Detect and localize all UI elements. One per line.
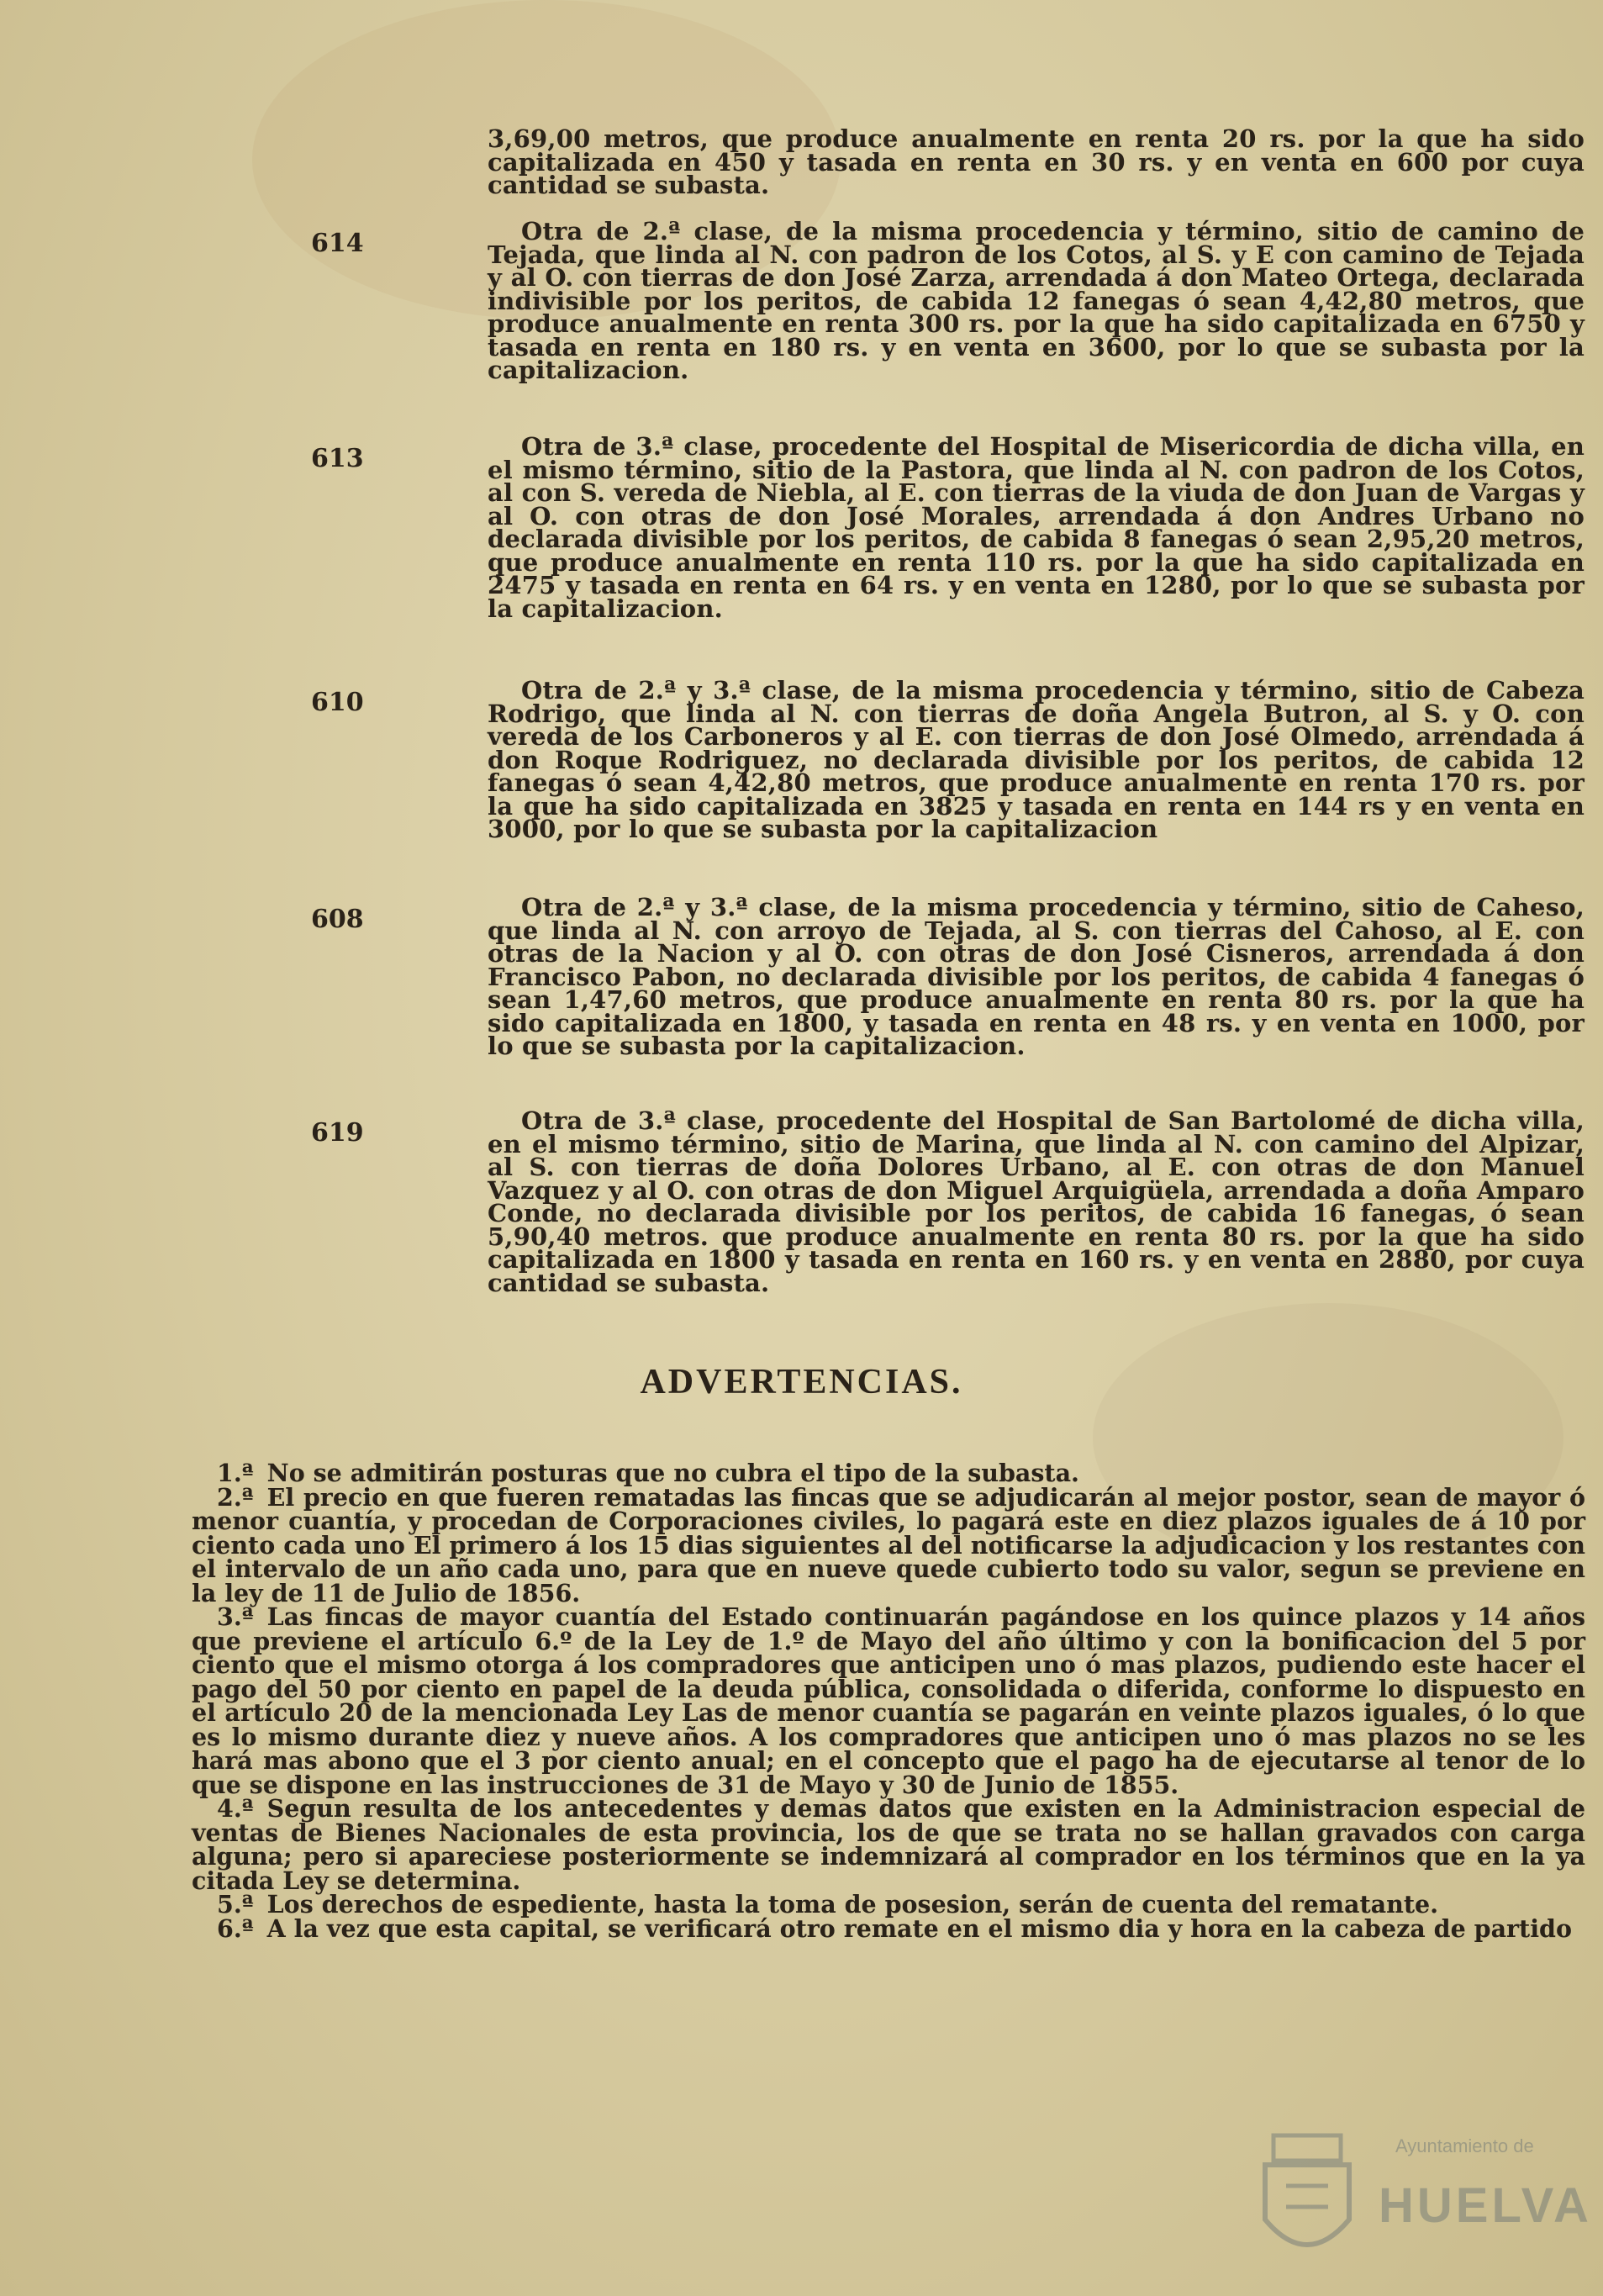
note-text: El precio en que fueren rematadas las fincas que se adjudicarán al mejor postor, sean de mayor ó menor cuantía, y procedan de Corporaciones civiles, lo pagará este en diez plazos iguales de á 10 por ciento cada uno El primero á los 15 dias siguientes al del notificarse la adjudicacion y los restantes con el intervalo de un año cada uno, para que en nueve quede cubierto todo su valor, segun se previene en la ley de 11 de Julio de 1856. — [192, 1482, 1585, 1607]
note-text: No se admitirán posturas que no cubra el tipo de la subasta. — [266, 1459, 1079, 1487]
note-number: 6.ª — [217, 1913, 254, 1943]
note-number: 2.ª — [217, 1482, 254, 1512]
note-text: Los derechos de espediente, hasta la toma de posesion, serán de cuenta del rematante. — [266, 1890, 1439, 1919]
section-heading: ADVERTENCIAS. — [640, 1363, 963, 1401]
note-item — [192, 1461, 1585, 1486]
note-text: Segun resulta de los antecedentes y demas datos que existen en la Administracion especial de ventas de Bienes Nacionales de esta provincia, los de que se trata no se hallan gravados con carga alguna; pero si apareciese posteriormente se indemnizará al comprador en los términos que en la ya citada Ley se determina. — [192, 1794, 1585, 1895]
note-item — [192, 1892, 1585, 1917]
watermark-name: Ayuntamiento de — [1395, 2135, 1534, 2156]
notes-list — [192, 1459, 1585, 1943]
archive-watermark — [1252, 2127, 1592, 2278]
coat-of-arms-icon — [1252, 2127, 1362, 2270]
lot-text — [488, 432, 1585, 623]
note-number: 1.ª — [217, 1459, 254, 1487]
lot-continuation-text: 3,69,00 metros, que produce anualmente en renta 20 rs. por la que ha sido capitalizada en 450 y tasada en renta en 30 rs. y en venta en 600 por cuya cantidad se subasta. — [488, 124, 1585, 199]
lot-number: 614 — [311, 229, 364, 258]
lot-description: Otra de 2.ª y 3.ª clase, de la misma procedencia y término, sitio de Caheso, que linda al N. con arroyo de Tejada, al S. con tierras del Cahoso, al E. con otras de la Nacion y al O. con otras de don José Cisneros, arrendada á don Francisco Pabon, no declarada divisible por los peritos, de cabida 4 fanegas ó sean 1,47,60 metros, que produce anualmente en renta 80 rs. por la que ha sido capitalizada en 1800, y tasada en renta en 48 rs. y en venta en 1000, por lo que se subasta por la capitalizacion. — [488, 893, 1585, 1060]
lot-text — [488, 1106, 1585, 1297]
lot-number: 619 — [311, 1118, 364, 1148]
lot-description: Otra de 3.ª clase, procedente del Hospital de Misericordia de dicha villa, en el mismo término, sitio de la Pastora, que linda al N. con padron de los Cotos, al con S. vereda de Niebla, al E. con tierras de la viuda de don Juan de Vargas y al O. con otras de don José Morales, arrendada á don Andres Urbano no declarada divisible por los peritos, de cabida 8 fanegas ó sean 2,95,20 metros, que produce anualmente en renta 110 rs. por la que ha sido capitalizada en 2475 y tasada en renta en 64 rs. y en venta en 1280, por lo que se subasta por la capitalizacion. — [488, 432, 1585, 623]
lot-number: 610 — [311, 688, 364, 717]
note-text: A la vez que esta capital, se verificará otro remate en el mismo dia y hora en la cabeza de partido — [266, 1913, 1572, 1943]
note-number: 5.ª — [217, 1890, 254, 1919]
lot-description: Otra de 2.ª clase, de la misma procedencia y término, sitio de camino de Tejada, que linda al N. con padron de los Cotos, al S. y E con camino de Tejada y al O. con tierras de don José Zarza, arrendada á don Mateo Ortega, declarada indivisible por los peritos, de cabida 12 fanegas ó sean 4,42,80 metros, que produce anualmente en renta 300 rs. por la que ha sido capitalizada en 6750 y tasada en renta en 180 rs. y en venta en 3600, por lo que se subasta por la capitalizacion. — [488, 217, 1585, 384]
lot-text — [488, 217, 1585, 384]
lot-number: 613 — [311, 444, 364, 473]
note-number: 4.ª — [217, 1794, 254, 1823]
lot-description: Otra de 3.ª clase, procedente del Hospital de San Bartolomé de dicha villa, en el mismo término, sitio de Marina, que linda al N. con camino del Alpizar, al S. con tierras de doña Dolores Urbano, al E. con otras de don Manuel Vazquez y al O. con otras de don Miguel Arquigüela, arrendada a doña Amparo Conde, no declarada divisible por los peritos, de cabida 16 fanegas, ó sean 5,90,40 metros. que produce anualmente en renta 80 rs. por la que ha sido capitalizada en 1800 y tasada en renta en 160 rs. y en venta en 2880, por cuya cantidad se subasta. — [488, 1106, 1585, 1297]
note-number: 3.ª — [217, 1602, 254, 1631]
lot-text — [488, 893, 1585, 1060]
note-item — [192, 1602, 1585, 1799]
note-text: Las fincas de mayor cuantía del Estado continuarán pagándose en los quince plazos y 14 años que previene el artículo 6.º de la Ley de 1.º de Mayo del año último y con la bonificacion del 5 por ciento que el mismo otorga á los compradores que anticipen uno ó mas plazos, pudiendo este hacer el pago del 50 por ciento en papel de la deuda pública, consolidada o diferida, conforme lo dispuesto en el artículo 20 de la mencionada Ley Las de menor cuantía se pagarán en veinte plazos iguales, ó lo que es lo mismo durante diez y nueve años. A los compradores que anticipen uno ó mas plazos no se les hará mas abono que el 3 por ciento anual; en el concepto que el pago ha de ejecutarse al tenor de lo que se dispone en las instrucciones de 31 de Mayo y 30 de Junio de 1855. — [192, 1602, 1585, 1799]
lot-description: Otra de 2.ª y 3.ª clase, de la misma procedencia y término, sitio de Cabeza Rodrigo, que linda al N. con tierras de doña Angela Butron, al S. y O. con vereda de los Carboneros y al E. con tierras de don José Olmedo, arrendada á don Roque Rodriguez, no declarada divisible por los peritos, de cabida 12 fanegas ó sean 4,42,80 metros, que produce anualmente en renta 170 rs. por la que ha sido capitalizada en 3825 y tasada en renta en 144 rs y en venta en 3000, por lo que se subasta por la capitalizacion — [488, 676, 1585, 843]
lot-text — [488, 676, 1585, 843]
note-item — [192, 1913, 1585, 1943]
note-item — [192, 1794, 1585, 1895]
watermark-city: HUELVA — [1379, 2178, 1592, 2233]
lot-number: 608 — [311, 905, 364, 934]
note-item — [192, 1482, 1585, 1607]
